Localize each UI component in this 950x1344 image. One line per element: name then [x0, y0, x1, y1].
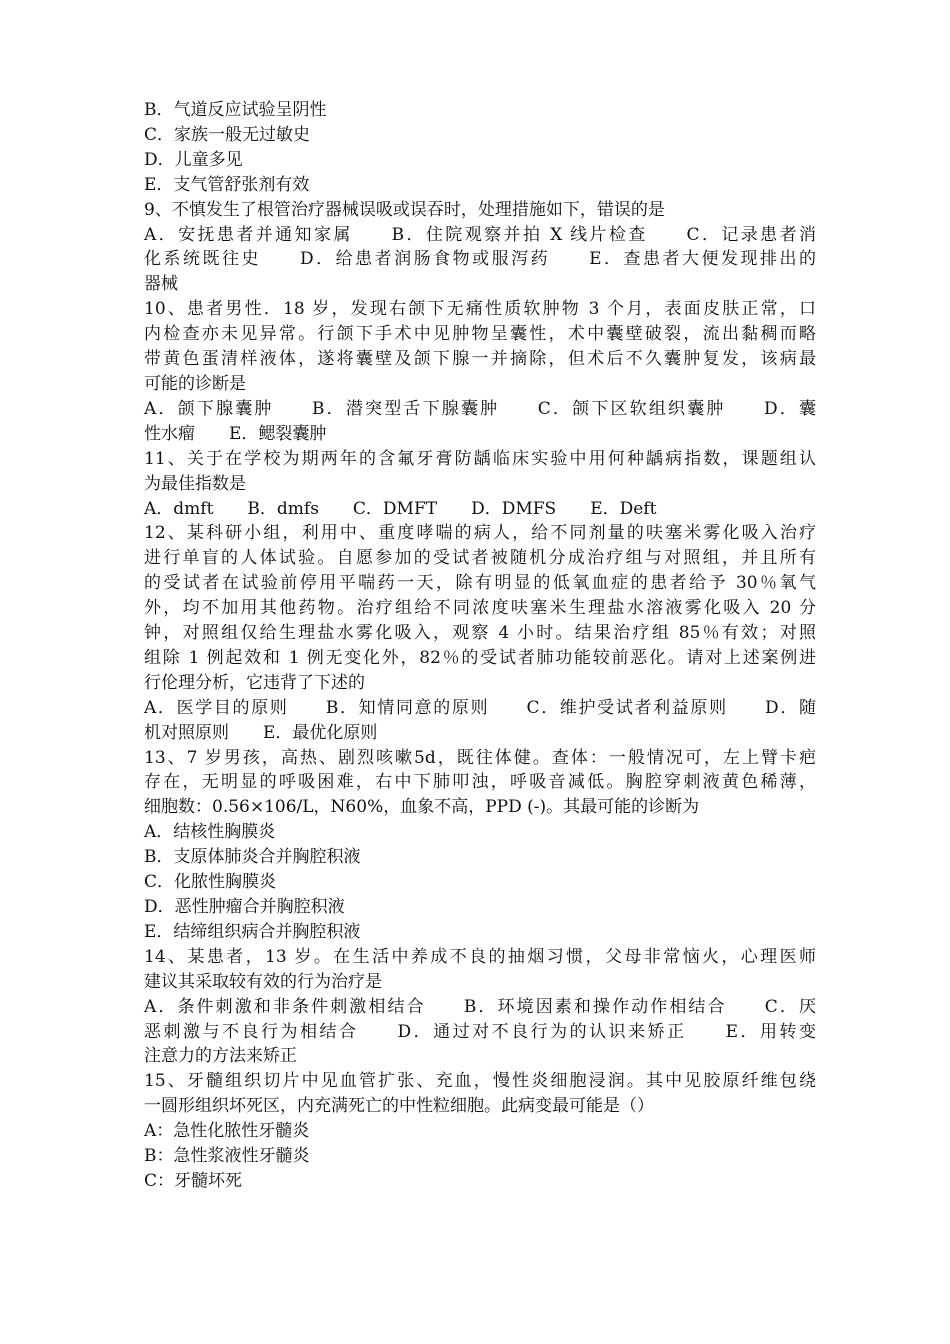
text-line: B：急性浆液性牙髓炎	[144, 1146, 310, 1167]
text-line: A．条件刺激和非条件刺激相结合 B．环境因素和操作动作相结合 C．厌	[144, 996, 816, 1017]
text-line: 进行单盲的人体试验。自愿参加的受试者被随机分成治疗组与对照组，并且所有	[144, 548, 816, 569]
text-line: 组除 1 例起效和 1 例无变化外，82％的受试者肺功能较前恶化。请对上述案例进	[144, 647, 816, 668]
text-line: 化系统既往史 D．给患者润肠食物或服泻药 E．查患者大便发现排出的	[144, 249, 816, 270]
text-line: 恶刺激与不良行为相结合 D．通过对不良行为的认识来矫正 E．用转变	[144, 1021, 816, 1042]
question-14: 14、某患者，13 岁。在生活中养成不良的抽烟习惯，父母非常恼火，心理医师	[144, 946, 816, 967]
text-line: 存在，无明显的呼吸困难，右中下肺叩浊，呼吸音减低。胸腔穿刺液黄色稀薄，	[144, 772, 816, 793]
document-page	[144, 98, 816, 1194]
text-line: 细胞数：0.56×106/L，N60%，血象不高，PPD (-)。其最可能的诊断为	[144, 797, 700, 818]
text-line: 机对照原则 E．最优化原则	[144, 722, 378, 743]
text-line: C．家族一般无过敏史	[144, 124, 311, 145]
text-line: 内检查亦未见异常。行颌下手术中见肿物呈囊性，术中囊壁破裂，流出黏稠而略	[144, 324, 816, 345]
text-line: 可能的诊断是	[144, 373, 246, 394]
question-11: 11、关于在学校为期两年的含氟牙膏防龋临床实验中用何种龋病指数，课题组认	[144, 448, 816, 469]
text-line: A：急性化脓性牙髓炎	[144, 1121, 310, 1142]
text-line: D．恶性肿瘤合并胸腔积液	[144, 897, 345, 917]
text-line: 带黄色蛋清样液体，遂将囊壁及颌下腺一并摘除，但术后不久囊肿复发，该病最	[144, 349, 816, 370]
text-line: A．结核性胸膜炎	[144, 822, 276, 843]
text-line: 的受试者在试验前停用平喘药一天，除有明显的低氧血症的患者给予 30％氧气	[144, 573, 816, 594]
question-15: 15、牙髓组织切片中见血管扩张、充血，慢性炎细胞浸润。其中见胶原纤维包绕	[144, 1071, 816, 1092]
text-line: 一圆形组织坏死区，内充满死亡的中性粒细胞。此病变最可能是（）	[144, 1096, 654, 1117]
text-line: A．dmft B．dmfs C．DMFT D．DMFS E．Deft	[144, 498, 657, 519]
text-line: A．医学目的原则 B．知情同意的原则 C．维护受试者利益原则 D．随	[144, 697, 816, 718]
text-line: E．支气管舒张剂有效	[144, 174, 310, 195]
text-line: 性水瘤 E．鳃裂囊肿	[144, 423, 327, 444]
text-line: 为最佳指数是	[144, 473, 246, 494]
text-line: 建议其采取较有效的行为治疗是	[144, 971, 382, 992]
text-line: B．气道反应试验呈阴性	[144, 100, 327, 120]
text-line: D．儿童多见	[144, 149, 243, 170]
text-line: A．颌下腺囊肿 B．潜突型舌下腺囊肿 C．颌下区软组织囊肿 D．囊	[144, 398, 816, 419]
text-line: 器械	[144, 274, 178, 295]
text-line: 钟，对照组仅给生理盐水雾化吸入，观察 4 小时。结果治疗组 85％有效；对照	[144, 623, 816, 644]
text-line: E．结缔组织病合并胸腔积液	[144, 921, 361, 942]
text-line: A．安抚患者并通知家属 B．住院观察并拍 X 线片检查 C．记录患者消	[144, 224, 816, 245]
text-line: 行伦理分析，它违背了下述的	[144, 672, 365, 693]
question-13: 13、7 岁男孩，高热、剧烈咳嗽5d，既往体健。查体：一般情况可，左上臂卡疤	[144, 747, 816, 768]
text-line: B．支原体肺炎合并胸腔积液	[144, 847, 361, 868]
text-line: 注意力的方法来矫正	[144, 1046, 297, 1067]
text-line: C：牙髓坏死	[144, 1170, 243, 1191]
question-12: 12、某科研小组，利用中、重度哮喘的病人，给不同剂量的呋塞米雾化吸入治疗	[144, 523, 816, 544]
text-line: 外，均不加用其他药物。治疗组给不同浓度呋塞米生理盐水溶液雾化吸入 20 分	[144, 598, 816, 619]
question-10: 10、患者男性．18 岁，发现右颌下无痛性质软肿物 3 个月，表面皮肤正常，口	[144, 299, 816, 320]
text-line: C．化脓性胸膜炎	[144, 872, 277, 893]
question-9: 9、不慎发生了根管治疗器械误吸或误吞时，处理措施如下，错误的是	[144, 199, 665, 220]
